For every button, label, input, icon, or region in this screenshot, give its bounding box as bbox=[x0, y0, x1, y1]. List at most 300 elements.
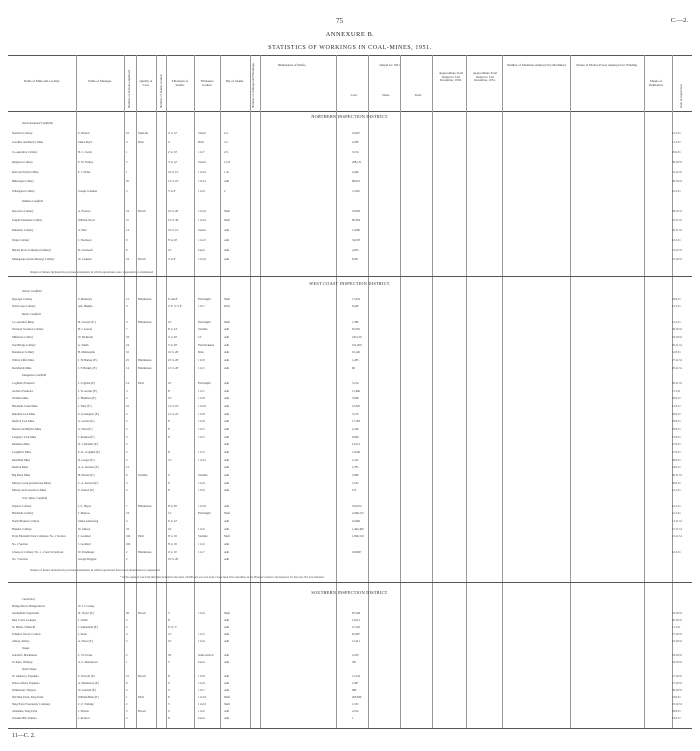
table-cell: 62,487 bbox=[352, 632, 360, 636]
table-cell: 22,660 bbox=[352, 519, 360, 523]
table-cell: J. Kane bbox=[78, 632, 87, 636]
table-row bbox=[8, 605, 692, 608]
table-cell: 27.9.51 bbox=[672, 442, 681, 447]
table-cell: Canterbury bbox=[22, 597, 36, 601]
table-row bbox=[8, 528, 692, 531]
table-row bbox=[8, 344, 692, 347]
table-row bbox=[8, 239, 692, 242]
table-row bbox=[8, 229, 692, 232]
table-row bbox=[8, 619, 692, 622]
westcoast-footnote: * Of the output of coal from this mine included in the totals, 20,000 tons was won from a stone-head drive and pillars in the Manager's return to the Inspector for that year. Not now included. bbox=[120, 576, 325, 579]
table-cell: Adit bbox=[224, 480, 230, 485]
table-cell: 34,593 bbox=[352, 237, 360, 242]
table-cell: Murray and Lawrence's Mine bbox=[12, 488, 47, 493]
table-cell: 16 bbox=[126, 404, 129, 408]
table-cell: Adit bbox=[224, 247, 230, 252]
table-cell: Adit bbox=[224, 473, 230, 477]
table-row bbox=[8, 558, 692, 561]
table-cell: 3 bbox=[126, 709, 128, 713]
table-cell: Adit bbox=[224, 625, 230, 629]
table-cell: Murray Creek (Greenstone Mine) bbox=[12, 480, 51, 485]
table-cell: 2 bbox=[126, 702, 128, 706]
table-cell: Adit bbox=[224, 404, 230, 408]
table-cell: 3' to 30' bbox=[168, 342, 178, 347]
table-cell: Adit bbox=[224, 688, 230, 692]
table-cell: H. Horner (F.) bbox=[78, 473, 95, 477]
table-cell: 2 bbox=[126, 688, 128, 692]
table-cell: J. Eliston bbox=[78, 709, 89, 713]
table-cell: 2 bbox=[126, 442, 128, 447]
table-cell: 8' to 16' bbox=[168, 542, 178, 546]
table-row bbox=[8, 413, 692, 416]
table-cell: 12' to 20' bbox=[168, 365, 179, 370]
table-cell: 2 bbox=[126, 419, 128, 424]
header-bottom-rule bbox=[8, 111, 692, 112]
header-ventilation: Means of Ventilation. bbox=[648, 79, 664, 87]
table-cell: 10' bbox=[168, 381, 172, 385]
table-cell: 10' bbox=[168, 396, 172, 401]
table-cell: St. Andrew's, Papakaio bbox=[12, 674, 39, 678]
table-cell: Adit bbox=[224, 335, 230, 339]
table-cell: E. K. Loughlin (F.) bbox=[78, 450, 101, 454]
table-cell: Adit bbox=[224, 457, 230, 462]
table-cell: 1 in 8 bbox=[198, 358, 205, 362]
table-cell: Kent and Wyatt's Mine bbox=[12, 169, 39, 174]
table-cell: 2' to 10' bbox=[168, 150, 178, 155]
table-cell: Adit bbox=[224, 237, 230, 242]
table-cell: 30.11.51 bbox=[672, 473, 683, 477]
table-cell: Whangarei Colliery bbox=[12, 189, 35, 194]
table-top-rule bbox=[8, 55, 692, 56]
table-cell: Otago bbox=[22, 646, 30, 650]
table-cell: St. Helier, Whiteclif bbox=[12, 625, 36, 629]
table-cell: 1 in 10 bbox=[198, 169, 207, 174]
table-row bbox=[8, 535, 692, 538]
table-cell: 2 bbox=[126, 427, 128, 431]
table-cell: 9 bbox=[126, 237, 128, 242]
table-cell: 27.10.51 bbox=[672, 674, 683, 678]
annexure-heading: ANNEXURE B. bbox=[325, 31, 375, 38]
table-cell: Full height bbox=[198, 319, 211, 324]
table-cell: Variable bbox=[198, 534, 208, 539]
table-cell: North Cape Colliery bbox=[12, 304, 36, 309]
table-cell: 10' to 20' bbox=[168, 557, 179, 562]
table-row bbox=[8, 551, 692, 554]
header-underground: Number of Underground Workings. bbox=[251, 62, 255, 108]
table-cell: 4,263 bbox=[352, 247, 359, 252]
table-cell: 2.12.51 bbox=[672, 304, 681, 309]
table-cell: 89,394 bbox=[352, 218, 360, 223]
table-cell: 29.10.51 bbox=[672, 327, 683, 332]
table-cell: Joseph Coleman bbox=[78, 189, 98, 194]
table-row bbox=[8, 703, 692, 706]
table-cell: 1 in 10 bbox=[198, 404, 207, 408]
table-cell: A. Frances bbox=[78, 208, 91, 213]
table-cell: 5.12.51 bbox=[672, 319, 681, 324]
table-cell: 8' bbox=[168, 450, 170, 454]
table-cell: 12' bbox=[168, 511, 172, 516]
table-cell: 301 bbox=[352, 660, 357, 664]
table-cell: 7 bbox=[126, 503, 128, 508]
table-cell: 2,4 bbox=[224, 130, 228, 135]
table-cell: 8' to 24' bbox=[168, 327, 178, 332]
table-cell: 2 bbox=[126, 557, 128, 562]
page-number: 75 bbox=[336, 17, 343, 25]
table-cell: Point Elizabeth State Collieries: No. 1 Section bbox=[12, 534, 66, 539]
table-cell: 4' bbox=[168, 709, 170, 713]
table-cell: Paparoa Colliery bbox=[12, 503, 32, 508]
table-row bbox=[8, 710, 692, 713]
table-cell: 233,219 bbox=[352, 335, 362, 339]
table-cell: 1,462,400 bbox=[352, 526, 364, 531]
table-row bbox=[8, 482, 692, 485]
table-cell: Bituminous bbox=[138, 549, 152, 554]
table-row bbox=[8, 171, 692, 174]
table-cell: 1 in 6 bbox=[198, 611, 205, 615]
table-cell: 1 bbox=[126, 150, 128, 155]
table-cell: 6' bbox=[168, 480, 170, 485]
table-cell: Adit bbox=[224, 427, 230, 431]
table-cell: 2,296,153 bbox=[352, 511, 364, 516]
table-cell: 10' to 26' bbox=[168, 208, 179, 213]
table-cell: 27 bbox=[126, 218, 129, 223]
table-cell: 3 bbox=[126, 480, 128, 485]
table-cell: Adit bbox=[224, 442, 230, 447]
table-row bbox=[8, 367, 692, 370]
table-cell: Nelson Coalfield bbox=[22, 289, 42, 293]
table-cell: 1 in 6 bbox=[198, 488, 205, 493]
table-cell: Springfield Greymouth bbox=[12, 611, 39, 615]
table-cell: 11,965 bbox=[352, 189, 360, 194]
header-motive-power: Nature of Motive Power employed for Winding. bbox=[576, 63, 638, 67]
table-row bbox=[8, 668, 692, 671]
table-cell: Variable bbox=[198, 473, 208, 477]
table-row bbox=[8, 351, 692, 354]
table-cell: 24 bbox=[126, 342, 129, 347]
table-row bbox=[8, 313, 692, 316]
table-cell: 23 bbox=[126, 511, 129, 516]
table-cell: 24.9.51 bbox=[672, 465, 681, 470]
table-cell: Waikato Coalfield bbox=[22, 198, 43, 203]
table-row bbox=[8, 420, 692, 423]
table-cell: 1 in 10 bbox=[198, 218, 207, 223]
table-cell: 7 bbox=[126, 327, 128, 332]
table-cell: Full height bbox=[198, 296, 211, 301]
table-cell: H. Cleaver (E.) bbox=[78, 319, 96, 324]
table-cell: G. Gerbes (F.) bbox=[78, 419, 95, 424]
table-cell: 6' bbox=[168, 695, 170, 699]
table-cell: Adit bbox=[224, 179, 230, 184]
table-cell: Adit bbox=[224, 632, 230, 636]
table-cell: 10' bbox=[168, 319, 172, 324]
table-row bbox=[8, 675, 692, 678]
table-cell: T. Parcroft (F.) bbox=[78, 674, 96, 678]
table-cell: 21.11.51 bbox=[672, 534, 683, 539]
table-row bbox=[8, 321, 692, 324]
table-cell: 3 bbox=[126, 434, 128, 439]
table-cell: T. Gibson (F.) bbox=[78, 488, 95, 493]
table-cell: Shaft bbox=[224, 511, 231, 516]
table-cell: Hikurangi Colliery bbox=[12, 179, 34, 184]
table-cell: 14 bbox=[126, 381, 129, 385]
table-cell: 3' bbox=[168, 611, 170, 615]
table-cell: Dunollie Coal Mine bbox=[12, 411, 36, 416]
table-row bbox=[8, 626, 692, 629]
table-cell: 16 bbox=[126, 130, 129, 135]
table-cell: 27.9.51 bbox=[672, 434, 681, 439]
table-cell: 160,867 bbox=[352, 549, 362, 554]
table-cell: P. Lockington (F.) bbox=[78, 411, 99, 416]
table-cell: Palmerston, Waipori bbox=[12, 688, 36, 692]
table-cell: No. 2 Section bbox=[12, 542, 28, 546]
table-cell: Co-operative Colliery bbox=[12, 150, 38, 155]
table-cell: Pukemiro Colliery bbox=[12, 228, 34, 233]
table-cell: 2,014 bbox=[352, 709, 359, 713]
table-cell: 2 bbox=[126, 396, 128, 401]
table-cell: Ditto bbox=[138, 140, 144, 145]
table-cell: 7.12.51 bbox=[672, 140, 681, 145]
table-cell: 8' bbox=[168, 488, 170, 493]
table-cell: 2 bbox=[126, 716, 128, 720]
table-cell: Ant. Hughes bbox=[78, 304, 93, 309]
table-cell: 8' bbox=[168, 427, 170, 431]
table-cell: 4 bbox=[126, 632, 128, 636]
table-cell: 4' to 40' bbox=[168, 335, 178, 339]
table-cell: C. E. Tutking bbox=[78, 702, 94, 706]
table-cell: 8' bbox=[168, 388, 170, 393]
table-cell: 20.11.51 bbox=[672, 342, 683, 347]
table-cell: 26.11.51 bbox=[672, 228, 683, 233]
table-cell: 12 bbox=[126, 296, 129, 301]
header-thickness: Thickness of Seams. bbox=[171, 79, 189, 87]
table-cell: Maungatapu (Glen Massey) Colliery bbox=[12, 257, 55, 262]
table-cell: A. Hart bbox=[78, 228, 87, 233]
header-approx-1951: Approximate Total Output to 31st December, 1951. bbox=[472, 71, 498, 83]
table-cell: 5 bbox=[126, 189, 128, 194]
table-cell: 1 in 7 bbox=[198, 688, 205, 692]
table-cell: 2 bbox=[126, 450, 128, 454]
table-cell: J. Rasmus (F.) bbox=[78, 434, 95, 439]
table-cell: 4' bbox=[168, 473, 170, 477]
table-cell: 1 in 10 bbox=[198, 503, 207, 508]
table-cell: Shag Point Proprietary Company bbox=[12, 702, 51, 706]
table-cell: 1 in 8 bbox=[198, 411, 205, 416]
table-cell: 2,280 bbox=[352, 140, 359, 145]
table-cell: Denniston Colliery bbox=[12, 350, 35, 355]
table-cell: Iron Bridge Colliery bbox=[12, 342, 36, 347]
table-cell: 20.10.51 bbox=[672, 618, 683, 622]
table-cell: Huntly Rock Company (Limited) bbox=[12, 247, 51, 252]
table-cell: G. Smith bbox=[78, 342, 89, 347]
table-cell: 1 bbox=[352, 716, 354, 720]
table-cell: 12' bbox=[168, 457, 172, 462]
table-cell: 12' to 22' bbox=[168, 411, 179, 416]
table-cell: 1 in 6 bbox=[198, 480, 205, 485]
table-cell: Beet Coal's Coalgate bbox=[12, 618, 37, 622]
table-cell: 8,261 bbox=[352, 257, 359, 262]
table-row bbox=[8, 512, 692, 515]
table-cell: 26.9.51 bbox=[672, 396, 681, 401]
table-cell: 405,836 bbox=[352, 695, 362, 699]
table-cell: 12,013 bbox=[352, 618, 360, 622]
table-cell: 30' bbox=[168, 653, 172, 657]
table-cell: 1 in 12 bbox=[198, 179, 207, 184]
table-cell: 8,440 bbox=[352, 304, 359, 309]
table-cell: 2,246 bbox=[352, 427, 359, 431]
table-cell: 3' to 8' bbox=[168, 189, 176, 194]
table-cell: 4.12.51 bbox=[672, 189, 681, 194]
table-cell: 1 in 6 bbox=[198, 639, 205, 643]
table-cell: 9.12.51 bbox=[672, 237, 681, 242]
table-cell: 1 in 7 bbox=[198, 304, 205, 309]
table-cell: 6', 8', 3' bbox=[168, 625, 177, 629]
table-row bbox=[8, 390, 692, 393]
table-cell: Varied bbox=[198, 130, 206, 135]
table-cell: Adit bbox=[224, 419, 230, 424]
table-cell: Adit bbox=[224, 327, 230, 332]
table-cell: North Auckland Coalfields bbox=[22, 121, 53, 125]
table-row bbox=[8, 474, 692, 477]
table-cell: 1 in 5 bbox=[198, 365, 205, 370]
table-cell: W. Passmuger bbox=[78, 549, 95, 554]
table-cell: 6.12.51 bbox=[672, 503, 681, 508]
table-cell: H. Meiklejohn bbox=[78, 350, 95, 355]
table-cell: Pitch bbox=[138, 534, 144, 539]
table-row bbox=[8, 489, 692, 492]
table-cell: Adit bbox=[224, 257, 230, 262]
table-cell: 26.9.51 bbox=[672, 411, 681, 416]
table-cell: Rotowaro Colliery bbox=[12, 208, 34, 213]
table-cell: 12,251 bbox=[352, 442, 360, 447]
table-cell: 34 bbox=[126, 335, 129, 339]
table-cell: 14 bbox=[126, 365, 129, 370]
header-coal: Coal. bbox=[350, 93, 358, 97]
table-cell: W. Garland (F.) bbox=[78, 688, 96, 692]
table-cell: 5' bbox=[168, 702, 170, 706]
table-cell: 8' bbox=[168, 419, 170, 424]
table-row bbox=[8, 443, 692, 446]
table-cell: C. A. Stewart (F.) bbox=[78, 480, 99, 485]
table-row bbox=[8, 305, 692, 308]
table-row bbox=[8, 682, 692, 685]
table-cell: Adit bbox=[224, 716, 230, 720]
table-cell: J. Munroe bbox=[78, 511, 90, 516]
table-cell: 31.12.51 bbox=[672, 169, 683, 174]
table-cell: 3,154 bbox=[352, 150, 359, 155]
table-cell: Level bbox=[198, 716, 205, 720]
table-cell: 1,386 bbox=[352, 319, 359, 324]
table-cell: 25,083 bbox=[352, 208, 360, 213]
header-persons: Number of Persons employed. bbox=[127, 69, 131, 108]
table-cell: 6' bbox=[168, 434, 170, 439]
table-cell: 1 in 5 bbox=[198, 434, 205, 439]
table-cell: A. Henderson (F.) bbox=[78, 681, 99, 685]
table-cell: Adit bbox=[224, 450, 230, 454]
district-west-coast: WEST COAST INSPECTION DISTRICT. bbox=[309, 281, 391, 286]
table-cell: Brown bbox=[138, 208, 146, 213]
table-cell: 1 in 8 bbox=[198, 674, 205, 678]
table-cell: Blackball Creek Mine bbox=[12, 404, 38, 408]
table-cell: 16' bbox=[168, 526, 172, 531]
table-cell: Bituminous bbox=[138, 296, 152, 301]
table-cell: Reefton Coal Mine bbox=[12, 419, 35, 424]
table-cell: Waipa Colliery bbox=[12, 237, 30, 242]
table-row bbox=[8, 258, 692, 261]
table-cell: 2 bbox=[126, 488, 128, 493]
table-cell: J. Robson bbox=[78, 716, 90, 720]
table-cell: Varied bbox=[198, 228, 206, 233]
table-cell: 18.10.51 bbox=[672, 335, 683, 339]
table-cell: 33 bbox=[126, 526, 129, 531]
table-cell: J. H. Burkey (F.) bbox=[78, 358, 98, 362]
table-cell: 8' to 20' bbox=[168, 503, 178, 508]
table-cell: 14 bbox=[126, 228, 129, 233]
table-row bbox=[8, 505, 692, 508]
table-cell: 26.9.51 bbox=[672, 427, 681, 431]
table-cell: J. Lilleh bbox=[78, 618, 88, 622]
table-row bbox=[8, 151, 692, 154]
table-cell: 18.10.51 bbox=[672, 653, 683, 657]
table-cell: Shaft bbox=[224, 296, 231, 301]
table-cell: 980 bbox=[352, 688, 357, 692]
table-cell: 1 in 5 bbox=[198, 427, 205, 431]
table-cell: Adit bbox=[224, 465, 230, 470]
table-cell: 3,948 bbox=[352, 396, 359, 401]
table-cell: 1,162 bbox=[352, 480, 359, 485]
table-cell: George Duggan bbox=[78, 557, 97, 562]
northern-abandoned-note: Output of mines included in previous statements in which operations were suspended or abandoned bbox=[30, 270, 154, 274]
table-cell: Full thickness bbox=[198, 342, 215, 347]
table-cell: 7.11.51 bbox=[672, 388, 681, 393]
header-seams: Number of Seams worked. bbox=[159, 73, 163, 108]
table-cell: Westport Stockton Colliery bbox=[12, 327, 44, 332]
table-cell: Shaft bbox=[224, 702, 231, 706]
table-cell: D. Taylor (F.) bbox=[78, 611, 94, 615]
table-row bbox=[8, 640, 692, 643]
table-cell: 1 in 6 bbox=[198, 526, 205, 531]
table-cell: William Wood bbox=[78, 218, 95, 223]
table-cell: 24 bbox=[126, 257, 129, 262]
table-cell: J. Hamilton (F.) bbox=[78, 396, 97, 401]
table-cell: 1 in 6 bbox=[198, 709, 205, 713]
table-cell: A. A. Stevens (F.) bbox=[78, 465, 99, 470]
table-cell: 2 bbox=[126, 457, 128, 462]
table-cell: 11,496 bbox=[352, 388, 360, 393]
table-cell: G. Ward (F.) bbox=[78, 427, 93, 431]
table-cell: 6,849 bbox=[352, 434, 359, 439]
table-row bbox=[8, 359, 692, 362]
table-cell: 25 bbox=[126, 358, 129, 362]
table-cell: Langley's Coal Mine bbox=[12, 434, 37, 439]
table-cell: 6' and 8' bbox=[168, 296, 178, 301]
table-cell: Ironside Hill, Kaitaia bbox=[12, 716, 37, 720]
table-cell: Variable bbox=[198, 327, 208, 332]
table-cell: 125 bbox=[352, 488, 357, 493]
table-cell: Bridget River, Bridget River bbox=[12, 604, 45, 608]
table-cell: 22.9.51 bbox=[672, 695, 681, 699]
header-manager: Name of Manager. bbox=[88, 79, 112, 83]
table-cell: Prince Alfred, Papakaio bbox=[12, 681, 40, 685]
northern-end-rule bbox=[8, 276, 692, 277]
table-cell: Adit bbox=[224, 681, 230, 685]
table-cell: Ditto bbox=[198, 350, 204, 355]
table-cell: Whin's Cliffs Mine bbox=[12, 358, 35, 362]
table-cell: 2 bbox=[224, 189, 226, 194]
table-cell: South Otago bbox=[22, 667, 37, 671]
table-cell: C. W. Evans bbox=[78, 653, 93, 657]
table-cell: 5.12.51 bbox=[672, 130, 681, 135]
table-cell: 25,847 bbox=[352, 130, 360, 135]
